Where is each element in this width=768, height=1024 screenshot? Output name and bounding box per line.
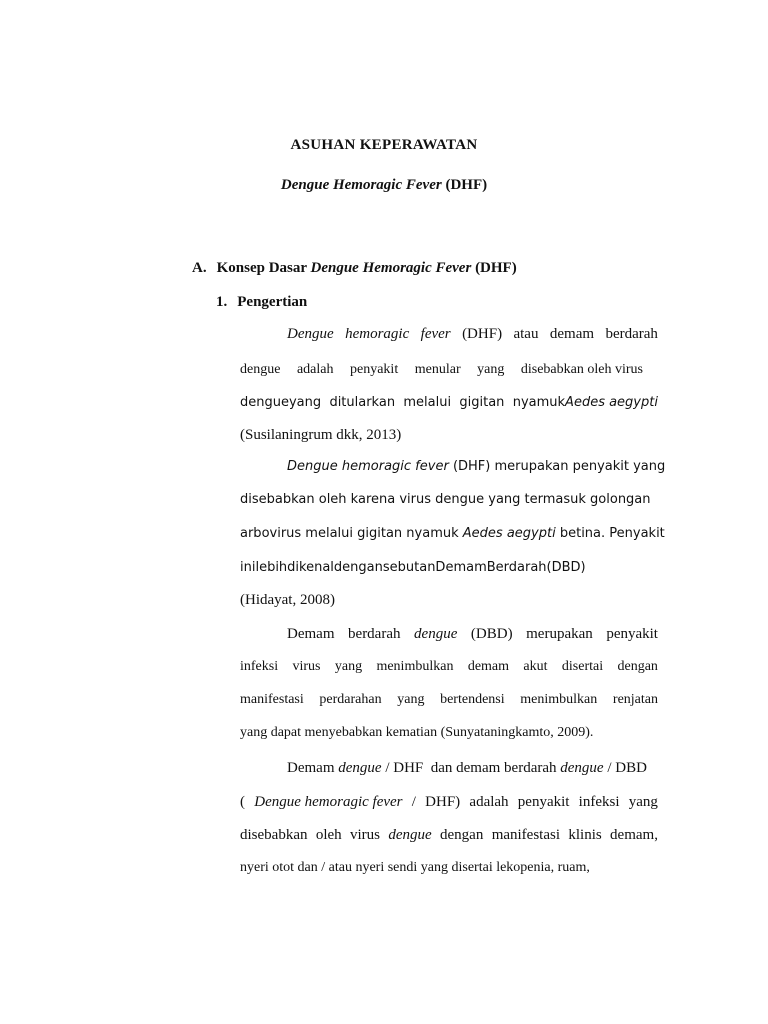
p4-word: penyakit [517,794,570,810]
p3-line-2 [240,659,658,675]
p3-word: (DBD) [470,626,513,642]
p3-word: Demam [287,626,335,642]
p3-word: dengue [414,626,458,642]
p1-word: Dengue [287,326,334,342]
p2-line-3 [240,526,665,541]
p3-word: manifestasi [240,692,304,707]
p3-word: yang [334,659,363,674]
p4-word: manifestasi [491,827,561,843]
section-a-marker: A. [192,260,207,276]
p4-word: / [411,794,416,810]
p3-word: disertai [561,659,604,674]
p3-word: bertendensi [440,692,505,707]
subsection-1-marker: 1. [216,294,228,310]
p3-word: renjatan [612,692,658,707]
p1-word-pair [513,395,658,410]
p4-word: disebabkan [240,827,308,843]
p1-species-italic: Aedes aegypti [565,395,658,410]
p4-line-2 [240,794,658,811]
p1-word: melalui [403,395,452,410]
p3-word: menimbulkan [376,659,454,674]
p4-line-4: nyeri otot dan / atau nyeri sendi yang disertai lekopenia, ruam, [240,860,590,875]
section-a-prefix: Konsep Dasar [216,260,307,276]
p3-line-1 [287,626,658,643]
p4-l3-italic: dengue [388,827,432,843]
subtitle-rest: (DHF) [445,177,488,193]
p1-word: yang [477,362,505,377]
p1-word: nyamuk [512,395,566,410]
p1-word: dengue [240,362,281,377]
p2-l3-a: arbovirus melalui gigitan nyamuk [240,526,459,541]
p4-l2-italic: Dengue hemoragic fever [254,794,403,810]
p4-l1-a: Demam [287,760,335,776]
p2-l3-b: betina. Penyakit [559,526,665,541]
p4-line-3 [240,827,658,844]
p4-word: oleh [315,827,342,843]
p4-l1-italic-2: dengue [560,760,604,776]
p4-l1-b: / DHF dan demam berdarah [385,760,557,776]
p2-species-italic: Aedes aegypti [462,526,556,541]
section-a-italic: Dengue Hemoragic Fever [310,260,472,276]
p3-word: merupakan [526,626,593,642]
p2-italic: Dengue hemoragic fever [287,459,449,474]
subsection-1-label: Pengertian [237,294,308,310]
p4-word: infeksi [578,794,620,810]
p2-line-4: inilebihdikenaldengansebutanDemamBerdarah(DBD) [240,560,586,575]
p1-word: ditularkan [329,395,396,410]
p1-line-3 [240,395,658,410]
p4-l1-italic-1: dengue [338,760,382,776]
p4-l1-c: / DBD [607,760,647,776]
section-a-heading [192,260,517,277]
p3-word: menimbulkan [520,692,598,707]
p3-word: perdarahan [319,692,382,707]
p1-citation: (Susilaningrum dkk, 2013) [240,427,402,443]
p1-word: (DHF) [462,326,503,342]
p1-word: disebabkan oleh virus [520,362,643,377]
p3-line-4: yang dapat menyebabkan kematian (Sunyataningkamto, 2009). [240,725,594,740]
p1-word: dengueyang [240,395,322,410]
document-subtitle [0,177,768,194]
p1-word: penyakit [350,362,399,377]
p4-word: demam, [610,827,658,843]
p2-rest: (DHF) merupakan penyakit yang [452,459,666,474]
p1-word: gigitan [459,395,505,410]
p3-word: demam [467,659,510,674]
p2-line-1 [287,459,665,474]
p3-word: akut [523,659,548,674]
p1-word: berdarah [605,326,658,342]
p1-line-1 [287,326,658,343]
p3-word: dengan [617,659,658,674]
p3-word: virus [292,659,321,674]
p3-word: penyakit [606,626,658,642]
p1-word: fever [420,326,451,342]
p4-word: DHF) [425,794,461,810]
p4-word: yang [628,794,658,810]
p4-word: adalah [469,794,509,810]
p1-line-2 [240,362,643,378]
subtitle-italic: Dengue Hemoragic Fever [280,177,442,193]
section-a-suffix: (DHF) [475,260,517,276]
p1-word: atau [513,326,539,342]
p1-word: adalah [296,362,334,377]
subsection-1-heading [216,294,307,311]
p4-word: virus [350,827,380,843]
p4-line-1 [287,760,647,777]
document-title: ASUHAN KEPERAWATAN [290,137,478,153]
p4-word: dengan [440,827,484,843]
p2-citation: (Hidayat, 2008) [240,592,335,608]
p3-word: berdarah [348,626,401,642]
p4-l2-paren: ( [240,794,245,810]
p3-line-3 [240,692,658,708]
p2-line-2: disebabkan oleh karena virus dengue yang termasuk golongan [240,492,651,507]
p1-word: hemoragic [345,326,410,342]
p4-word: klinis [568,827,602,843]
p1-word: demam [549,326,595,342]
p3-word: yang [397,692,425,707]
p3-word: infeksi [240,659,279,674]
p1-word: menular [414,362,461,377]
